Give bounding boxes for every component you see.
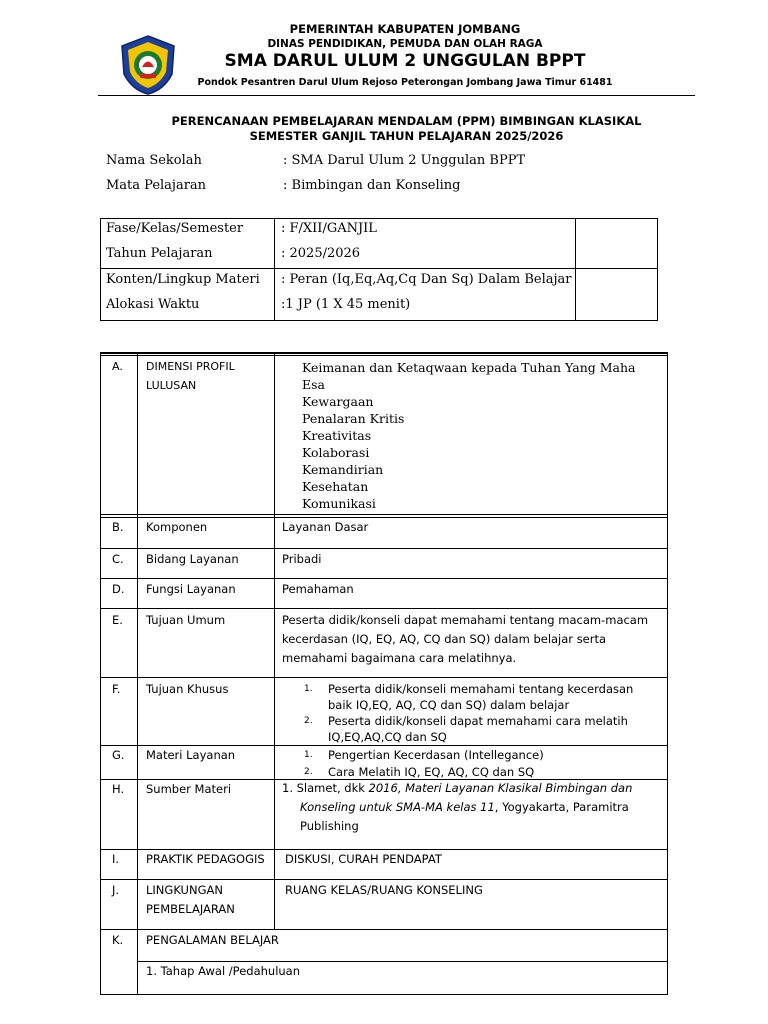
list-item: 2. Peserta didik/konseli dapat memahami cara melatih IQ,EQ,AQ,CQ dan SQ — [304, 714, 628, 744]
specific-goals-list — [300, 681, 662, 745]
row-b-value: Layanan Dasar — [282, 520, 369, 534]
row-k-label: PENGALAMAN BELAJAR — [146, 933, 279, 947]
row-g-code: G. — [112, 748, 125, 762]
row-e-label: Tujuan Umum — [146, 613, 226, 627]
list-item: Keimanan dan Ketaqwaan kepada Tuhan Yang Maha — [302, 360, 636, 375]
profile-dimension-list — [302, 359, 636, 512]
row-k-sub: 1. Tahap Awal /Pedahuluan — [146, 964, 301, 978]
row-h-code: H. — [112, 782, 125, 796]
row-c-label: Bidang Layanan — [146, 552, 239, 566]
row-c-value: Pribadi — [282, 552, 322, 566]
row-i-value: DISKUSI, CURAH PENDAPAT — [285, 852, 442, 866]
header-government: PEMERINTAH KABUPATEN JOMBANG — [289, 22, 521, 36]
list-item: Kreativitas — [302, 428, 372, 443]
row-d-code: D. — [112, 582, 125, 596]
info-label-time: Alokasi Waktu — [106, 297, 200, 312]
row-j-value: RUANG KELAS/RUANG KONSELING — [285, 883, 483, 897]
row-j-label-2: PEMBELAJARAN — [146, 902, 235, 916]
info-label-year: Tahun Pelajaran — [106, 246, 213, 261]
list-item: 1. Peserta didik/konseli memahami tentang kecerdasan baik IQ,EQ, AQ, CQ dan SQ) dalam belajar — [304, 682, 634, 712]
info-value-year: : 2025/2026 — [281, 246, 361, 261]
row-i-label: PRAKTIK PEDAGOGIS — [146, 852, 265, 866]
list-item: Esa — [302, 377, 325, 392]
row-i-code: I. — [112, 852, 120, 866]
row-h-label: Sumber Materi — [146, 782, 232, 796]
identity-value-school: : SMA Darul Ulum 2 Unggulan BPPT — [283, 153, 526, 168]
list-item: Kolaborasi — [302, 445, 370, 460]
list-item: Kesehatan — [302, 479, 369, 494]
row-j-label: LINGKUNGAN — [146, 883, 223, 897]
row-g-label: Materi Layanan — [146, 748, 236, 762]
identity-label-subject: Mata Pelajaran — [106, 178, 207, 193]
material-list — [300, 747, 662, 781]
header-divider — [98, 95, 695, 96]
row-k-code: K. — [112, 933, 124, 947]
list-item: Kemandirian — [302, 462, 384, 477]
doc-subtitle: SEMESTER GANJIL TAHUN PELAJARAN 2025/2026 — [249, 129, 564, 143]
info-label-content: Konten/Lingkup Materi — [106, 272, 260, 287]
info-value-time: :1 JP (1 X 45 menit) — [281, 297, 411, 312]
header-school-name: SMA DARUL ULUM 2 UNGGULAN BPPT — [224, 51, 586, 71]
row-a-label: DIMENSI PROFIL — [146, 360, 235, 373]
row-h-value: 1. Slamet, dkk 2016, Materi Layanan Klasikal Bimbingan dan Konseling untuk SMA-MA kelas 11, Yogyakarta, Paramitra Publishing — [282, 781, 633, 833]
row-f-label: Tujuan Khusus — [146, 682, 229, 696]
list-item: 2. Cara Melatih IQ, EQ, AQ, CQ dan SQ — [304, 765, 535, 779]
row-j-code: J. — [112, 883, 120, 897]
list-item: 1. Pengertian Kecerdasan (Intellegance) — [304, 748, 544, 762]
row-e-value: Peserta didik/konseli dapat memahami tentang macam-macam kecerdasan (IQ, EQ, AQ, CQ dan SQ) dalam belajar serta memahami bagaimana cara melatihnya. — [282, 613, 649, 665]
row-b-label: Komponen — [146, 520, 208, 534]
info-value-phase: : F/XII/GANJIL — [281, 221, 377, 236]
list-item: Kewargaan — [302, 394, 374, 409]
row-e-code: E. — [112, 613, 123, 627]
row-d-value: Pemahaman — [282, 582, 354, 596]
list-item: Komunikasi — [302, 496, 376, 511]
row-d-label: Fungsi Layanan — [146, 582, 236, 596]
identity-label-school: Nama Sekolah — [106, 153, 202, 168]
info-label-phase: Fase/Kelas/Semester — [106, 221, 244, 236]
row-a-label-2: LULUSAN — [146, 379, 197, 392]
doc-title: PERENCANAAN PEMBELAJARAN MENDALAM (PPM) BIMBINGAN KLASIKAL — [171, 114, 642, 128]
row-c-code: C. — [112, 552, 124, 566]
row-a-code: A. — [112, 360, 123, 373]
row-f-code: F. — [112, 682, 121, 696]
list-item: Penalaran Kritis — [302, 411, 405, 426]
header-department: DINAS PENDIDIKAN, PEMUDA DAN OLAH RAGA — [267, 38, 543, 50]
school-logo — [118, 34, 178, 96]
info-value-content: : Peran (Iq,Eq,Aq,Cq Dan Sq) Dalam Belajar — [281, 272, 572, 287]
header-address: Pondok Pesantren Darul Ulum Rejoso Peterongan Jombang Jawa Timur 61481 — [197, 77, 613, 88]
row-b-code: B. — [112, 520, 124, 534]
identity-value-subject: : Bimbingan dan Konseling — [283, 178, 461, 193]
